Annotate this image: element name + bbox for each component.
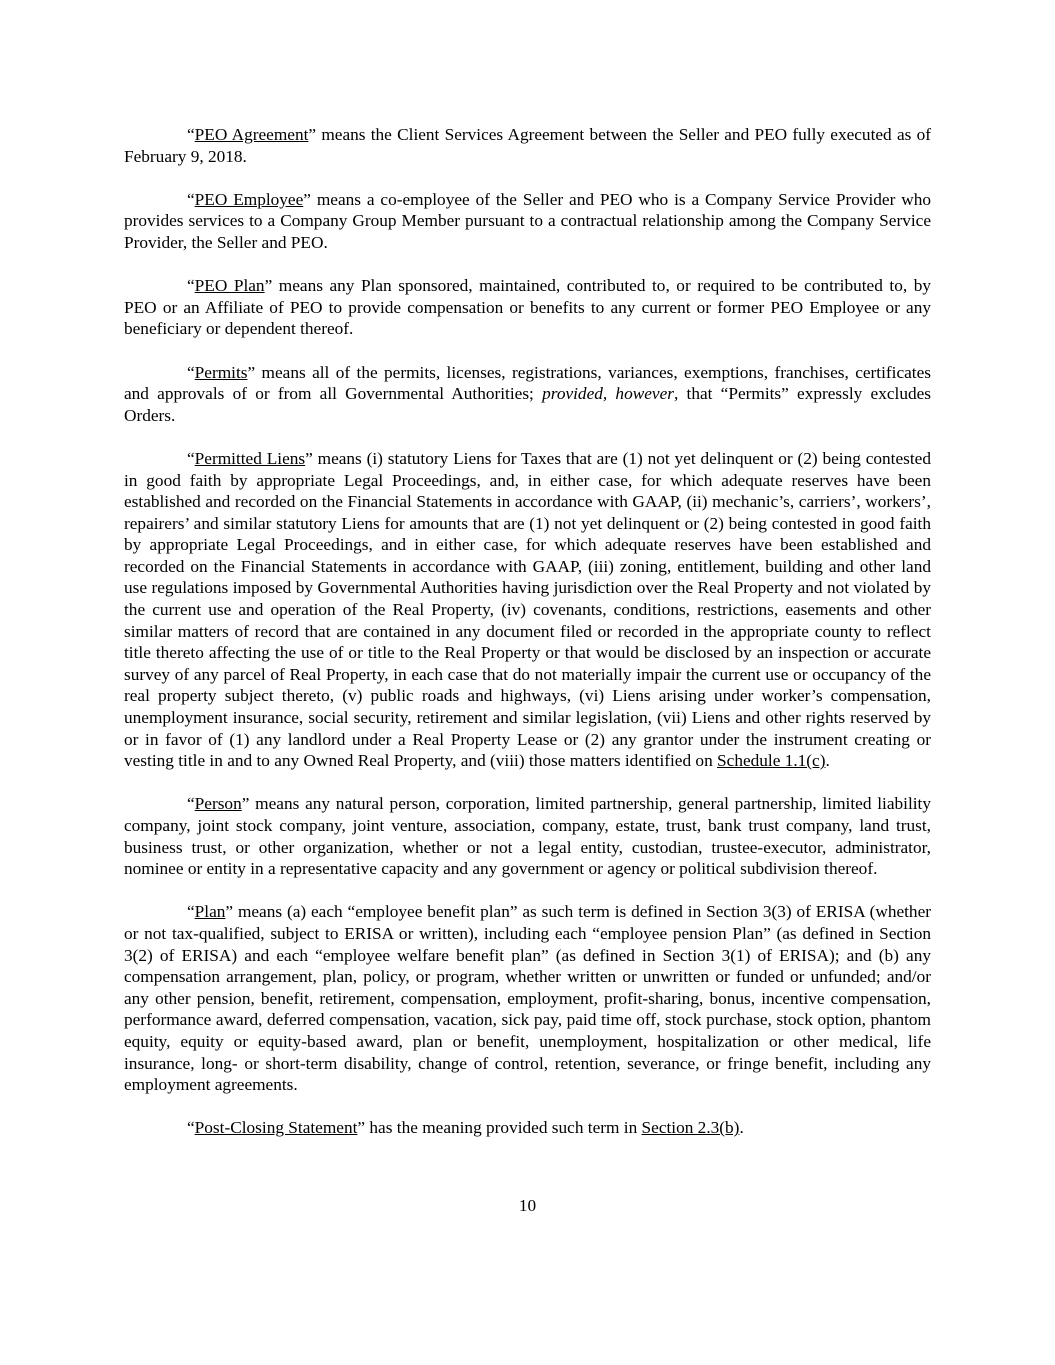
document-page (124, 124, 931, 1139)
definition-peo-plan: “PEO Plan” means any Plan sponsored, maintained, contributed to, or required to be contributed to, by PEO or an Affiliate of PEO to provide compensation or benefits to any current or former PEO Employee or any beneficiary or dependent thereof. (124, 276, 931, 339)
defined-term: PEO Plan (194, 276, 265, 296)
defined-term: Post-Closing Statement (194, 1118, 358, 1138)
definition-person: “Person” means any natural person, corporation, limited partnership, general partnership, limited liability company, joint stock company, joint venture, association, company, estate, trust, bank trust company, land trust, business trust, or other organization, whether or not a legal entity, custodian, trustee-executor, administrator, nominee or entity in a representative capacity and any government or agency or political subdivision thereof. (124, 794, 931, 879)
defined-term: Permitted Liens (194, 448, 306, 468)
section-reference: Section 2.3(b) (641, 1118, 740, 1138)
schedule-reference: Schedule 1.1(c) (717, 751, 826, 771)
definition-peo-employee: “PEO Employee” means a co-employee of the Seller and PEO who is a Company Service Provider who provides services to a Company Group Member pursuant to a contractual relationship among the Company Service Provider, the Seller and PEO. (124, 189, 932, 252)
definition-plan: “Plan” means (a) each “employee benefit plan” as such term is defined in Section 3(3) of ERISA (whether or not tax-qualified, subject to ERISA or written), including each “employee pension Plan” (as defined in Section 3(2) of ERISA) and each “employee welfare benefit plan” (as defined in Section 3(1) of ERISA); and (b) any compensation arrangement, plan, policy, or program, whether written or unwritten or funded or unfunded; and/or any other pension, benefit, retirement, compensation, employment, profit-sharing, bonus, incentive compensation, performance award, deferred compensation, vacation, sick pay, paid time off, stock purchase, stock option, phantom equity, equity or equity-based award, plan or benefit, unemployment, hospitalization or other medical, life insurance, long- or short-term disability, change of control, retention, severance, or fringe benefit, including any employment agreements. (124, 902, 931, 1095)
definition-permitted-liens: “Permitted Liens” means (i) statutory Liens for Taxes that are (1) not yet delinquent or (2) being contested in good faith by appropriate Legal Proceedings, and, in either case, for which adequate reserves have been established and recorded on the Financial Statements in accordance with GAAP, (ii) mechanic’s, carriers’, workers’, repairers’ and similar statutory Liens for amounts that are (1) not yet delinquent or (2) being contested in good faith by appropriate Legal Proceedings, and in either case, for which adequate reserves have been established and recorded on the Financial Statements in accordance with GAAP, (iii) zoning, entitlement, building and other land use regulations imposed by Governmental Authorities having jurisdiction over the Real Property and not violated by the current use and operation of the Real Property, (iv) covenants, conditions, restrictions, easements and other similar matters of record that are contained in any document filed or recorded in the appropriate county to reflect title thereto affecting the use of or title to the Real Property or that would be disclosed by an inspection or accurate survey of any parcel of Real Property, in each case that do not materially impair the current use or occupancy of the real property subject thereto, (v) public roads and highways, (vi) Liens arising under worker’s compensation, unemployment insurance, social security, retirement and similar legislation, (vii) Liens and other rights reserved by or in favor of (1) any landlord under a Real Property Lease or (2) any grantor under the instrument creating or vesting title in and to any Owned Real Property, and (viii) those matters identified on Schedule 1.1(c). (124, 448, 931, 771)
defined-term: PEO Employee (194, 189, 304, 209)
defined-term: Permits (194, 362, 248, 382)
definition-post-closing-statement: “Post-Closing Statement” has the meaning provided such term in Section 2.3(b). (187, 1118, 744, 1138)
defined-term: Plan (194, 902, 226, 922)
italic-phrase: provided, however (542, 384, 674, 404)
defined-term: Person (194, 794, 242, 814)
definition-permits: “Permits” means all of the permits, licenses, registrations, variances, exemptions, franchises, certificates and approvals of or from all Governmental Authorities; provided, however, that “Permits” expressly excludes Orders. (124, 362, 932, 425)
definition-peo-agreement: “PEO Agreement” means the Client Services Agreement between the Seller and PEO fully executed as of February 9, 2018. (124, 125, 931, 166)
page-number: 10 (518, 1196, 537, 1215)
defined-term: PEO Agreement (194, 125, 309, 144)
